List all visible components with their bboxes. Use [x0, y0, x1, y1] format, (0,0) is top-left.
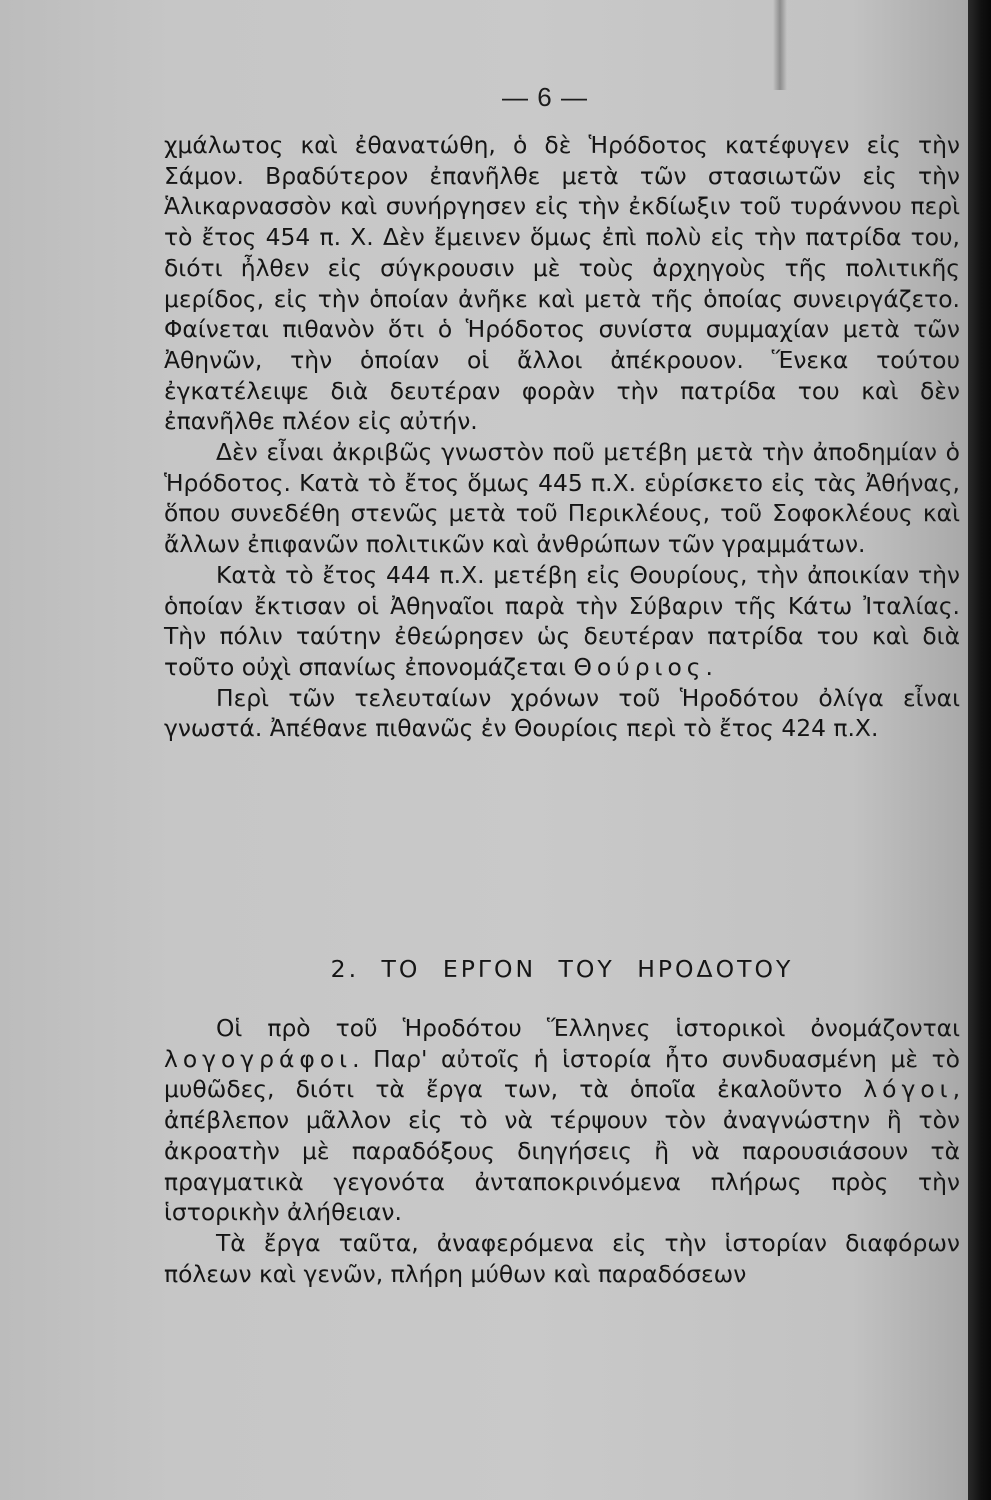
- page-number: — 6 —: [502, 82, 588, 112]
- paragraph: [164, 1013, 960, 1228]
- page-fold-shadow: [773, 0, 787, 90]
- scan-border: [968, 0, 991, 1500]
- paragraph-text: Οἱ πρὸ τοῦ Ἡροδότου Ἕλληνες ἱστορικοὶ ὀνομάζονται: [216, 1014, 960, 1042]
- paragraph-text: Κατὰ τὸ ἔτος 444 π.Χ. μετέβη εἰς Θουρίους, τὴν ἀποικίαν τὴν ὁποίαν ἔκτισαν οἱ Ἀθηναῖοι παρὰ τὴν Σύβαριν τῆς Κάτω Ἰταλίας. Τὴν πόλιν ταύτην ἐθεώρησεν ὡς δευτέραν πατρίδα του καὶ διὰ τοῦτο οὐχὶ σπανίως ἐπονομάζεται: [164, 560, 960, 681]
- section-heading: 2. ΤΟ ΕΡΓΟΝ ΤΟΥ ΗΡΟΔΟΤΟΥ: [330, 955, 794, 983]
- spaced-emphasis: λογογράφοι: [164, 1044, 353, 1073]
- spaced-emphasis: Θούριος: [573, 652, 706, 681]
- paragraph: [164, 1228, 960, 1289]
- paragraph: [164, 437, 960, 560]
- paragraph-text: .: [705, 652, 713, 681]
- paragraph: [164, 560, 960, 683]
- body-text-lower: [164, 1013, 960, 1289]
- spaced-emphasis: λόγοι: [863, 1075, 953, 1104]
- paragraph: [164, 683, 960, 744]
- paragraph-text: Δὲν εἶναι ἀκριβῶς γνωστὸν ποῦ μετέβη μετὰ τὴν ἀποδημίαν ὁ Ἡρόδοτος. Κατὰ τὸ ἔτος ὅμως 445 π.Χ. εὑρίσκετο εἰς τὰς Ἀθήνας, ὅπου συνεδέθη στενῶς μετὰ τοῦ Περικλέους, τοῦ Σοφοκλέους καὶ ἄλλων ἐπιφανῶν πολιτικῶν καὶ ἀνθρώπων τῶν γραμμάτων.: [164, 438, 960, 559]
- paragraph-text: , ἀπέβλεπον μᾶλλον εἰς τὸ νὰ τέρψουν τὸν ἀναγνώστην ἢ τὸν ἀκροατὴν μὲ παραδόξους διηγήσεις ἢ νὰ παρουσιάσουν τὰ πραγματικὰ γεγονότα ἀνταποκρινόμενα πλήρως πρὸς τὴν ἱστορικὴν ἀλήθειαν.: [164, 1075, 960, 1227]
- paragraph-text: χμάλωτος καὶ ἐθανατώθη, ὁ δὲ Ἡρόδοτος κατέφυγεν εἰς τὴν Σάμον. Βραδύτερον ἐπανῆλθε μετὰ τῶν στασιωτῶν εἰς τὴν Ἁλικαρνασσὸν καὶ συνήργησεν εἰς τὴν ἐκδίωξιν τοῦ τυράννου περὶ τὸ ἔτος 454 π. Χ. Δὲν ἔμεινεν ὅμως ἐπὶ πολὺ εἰς τὴν πατρίδα του, διότι ἦλθεν εἰς σύγκρουσιν μὲ τοὺς ἀρχηγοὺς τῆς πολιτικῆς μερίδος, εἰς τὴν ὁποίαν ἀνῆκε καὶ μετὰ τῆς ὁποίας συνειργάζετο. Φαίνεται πιθανὸν ὅτι ὁ Ἡρόδοτος συνίστα συμμαχίαν μετὰ τῶν Ἀθηνῶν, τὴν ὁποίαν οἱ ἄλλοι ἀπέκρουον. Ἕνεκα τούτου ἐγκατέλειψε διὰ δευτέραν φορὰν τὴν πατρίδα του καὶ δὲν ἐπανῆλθε πλέον εἰς αὐτήν.: [164, 131, 960, 436]
- paragraph-text: . Παρ' αὐτοῖς ἡ ἱστορία ἦτο συνδυασμένη μὲ τὸ μυθῶδες, διότι τὰ ἔργα των, τὰ ὁποῖα ἐκαλοῦντο: [164, 1044, 960, 1104]
- paragraph-text: Τὰ ἔργα ταῦτα, ἀναφερόμενα εἰς τὴν ἱστορίαν διαφόρων πόλεων καὶ γενῶν, πλήρη μύθων καὶ παραδόσεων: [164, 1228, 960, 1288]
- body-text-upper: [164, 130, 960, 744]
- paragraph: [164, 130, 960, 437]
- paragraph-text: Περὶ τῶν τελευταίων χρόνων τοῦ Ἡροδότου ὀλίγα εἶναι γνωστά. Ἀπέθανε πιθανῶς ἐν Θουρίοις περὶ τὸ ἔτος 424 π.Χ.: [164, 683, 960, 743]
